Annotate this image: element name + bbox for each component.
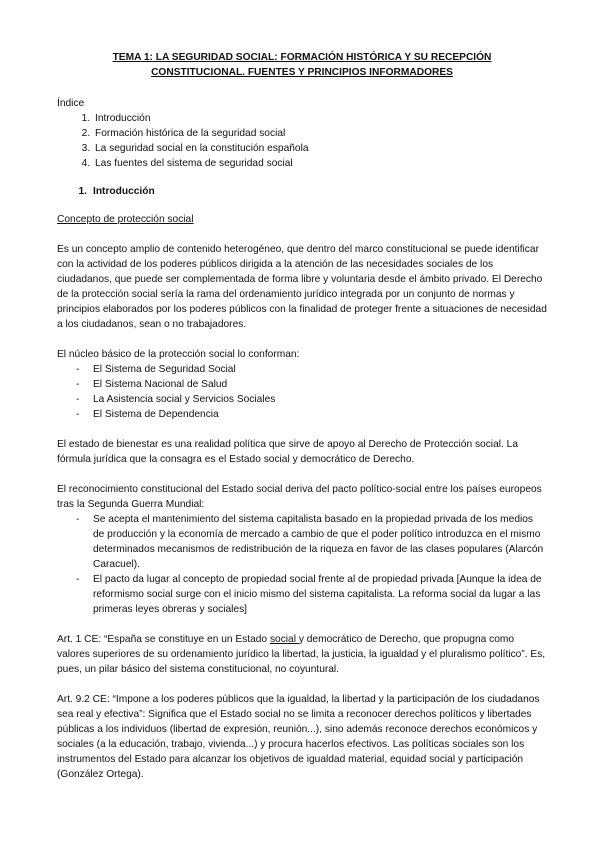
paragraph-nucleo-intro: El núcleo básico de la protección social lo conforman: [57, 349, 300, 360]
list-item: - El Sistema Nacional de Salud [57, 377, 547, 392]
section-title: Introducción [93, 186, 155, 197]
paragraph-art1 [57, 632, 547, 677]
paragraph-pacto-intro: El reconocimiento constitucional del Estado social deriva del pacto político-social entre los países europeos tras la Segunda Guerra Mundial: [57, 484, 542, 510]
document-page [57, 50, 547, 782]
index-item: 3. La seguridad social en la constitución española [93, 141, 547, 156]
nucleo-list [57, 362, 547, 422]
document-title [57, 50, 547, 80]
title-line-1: TEMA 1: LA SEGURIDAD SOCIAL: FORMACIÓN HISTÓRICA Y SU RECEPCIÓN [112, 52, 492, 63]
paragraph-concepto: Es un concepto amplio de contenido heterogéneo, que dentro del marco constitucional se puede identificar con la actividad de los poderes públicos dirigida a la atención de las necesidades sociales de los ciudadanos, que puede ser complementada de forma libre y voluntaria desde el ámbito privado. El Derecho de la protección social sería la rama del ordenamiento jurídico integrada por un conjunto de normas y principios elaborados por los poderes públicos con la finalidad de proteger frente a situaciones de necesidad a los ciudadanos, sean o no trabajadores. [57, 244, 547, 330]
index-item: 4. Las fuentes del sistema de seguridad social [93, 156, 547, 171]
index-label: Índice [57, 98, 85, 109]
index-item: 1. Introducción [93, 111, 547, 126]
list-item: - El Sistema de Dependencia [57, 407, 547, 422]
art1-underlined: social [269, 634, 299, 645]
pacto-list [57, 512, 547, 617]
list-item: - La Asistencia social y Servicios Sociales [57, 392, 547, 407]
subheading: Concepto de protección social [57, 214, 194, 225]
art1-text-rest: y democrático de Derecho, que propugna como valores superiores de su ordenamiento jurídico la libertad, la justicia, la igualdad y el pluralismo político”. Es, pues, un pilar básico del sistema constitucional, no coyuntural. [57, 634, 546, 675]
art1-text: Art. 1 CE: “España se constituye en un Estado [57, 634, 270, 645]
paragraph-estado-bienestar: El estado de bienestar es una realidad política que sirve de apoyo al Derecho de Protección social. La fórmula jurídica que la consagra es el Estado social y democrático de Derecho. [57, 439, 518, 465]
list-item: - El pacto da lugar al concepto de propiedad social frente al de propiedad privada [Aunque la idea de reformismo social surge con el inicio mismo del sistema capitalista. La reforma social da lugar a las primeras leyes obreras y sociales] [57, 572, 547, 617]
list-item: - El Sistema de Seguridad Social [57, 362, 547, 377]
paragraph-art92: Art. 9.2 CE: “Impone a los poderes públicos que la igualdad, la libertad y la participación de los ciudadanos sea real y efectiva”: Significa que el Estado social no se limita a reconocer derechos políticos y libertades públicas a los individuos (libertad de expresión, reunión...), sino además reconoce derechos económicos y sociales (a la educación, trabajo, vivienda...) y procura hacerlos efectivos. Las políticas sociales son los instrumentos del Estado para alcanzar los objetivos de igualdad material, equidad social y participación (González Ortega). [57, 694, 540, 780]
section-heading [57, 184, 547, 199]
section-number: 1. [78, 186, 87, 197]
index-list [57, 111, 547, 171]
index-item: 2. Formación histórica de la seguridad social [93, 126, 547, 141]
list-item: - Se acepta el mantenimiento del sistema capitalista basado en la propiedad privada de los medios de producción y la economía de mercado a cambio de que el poder político introduzca en el mismo determinados mecanismos de redistribución de la riqueza en favor de las clases populares (Alarcón Caracuel). [57, 512, 547, 572]
title-line-2: CONSTITUCIONAL. FUENTES Y PRINCIPIOS INFORMADORES [151, 67, 453, 78]
